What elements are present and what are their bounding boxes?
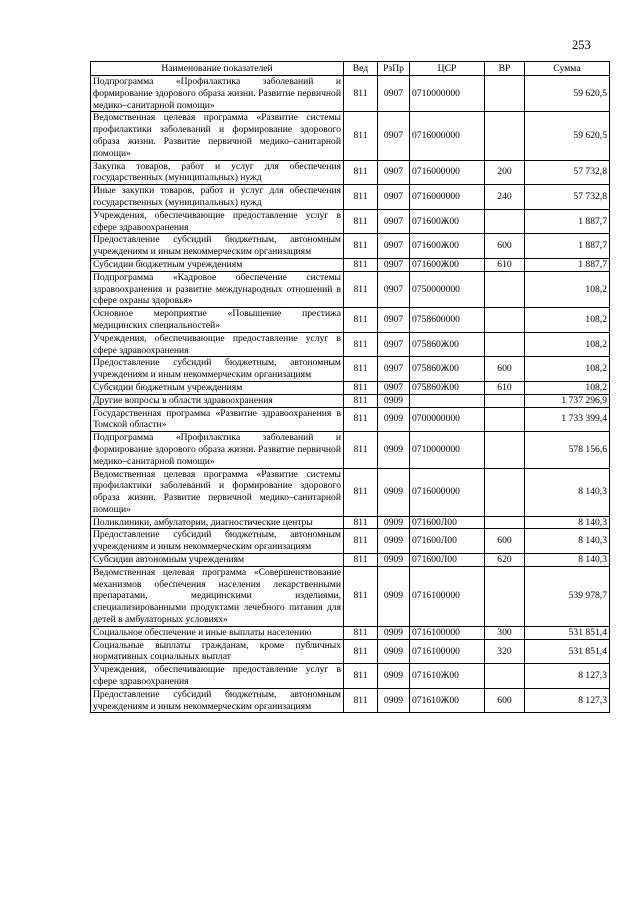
cell-sum: 1 733 399,4 bbox=[525, 407, 610, 432]
cell-name: Субсидии автономным учреждениям bbox=[91, 554, 344, 567]
cell-sum: 57 732,8 bbox=[525, 160, 610, 185]
cell-sum: 8 127,3 bbox=[525, 688, 610, 713]
cell-ved: 811 bbox=[344, 308, 378, 333]
cell-csr: 0710000000 bbox=[410, 432, 485, 468]
cell-vr: 240 bbox=[485, 185, 525, 210]
cell-vr bbox=[485, 516, 525, 529]
cell-vr: 600 bbox=[485, 357, 525, 382]
cell-name: Учреждения, обеспечивающие предоставление услуг в сфере здравоохранения bbox=[91, 332, 344, 357]
cell-rzpr: 0907 bbox=[378, 76, 410, 112]
cell-sum: 8 140,3 bbox=[525, 468, 610, 516]
cell-csr: 0700000000 bbox=[410, 407, 485, 432]
cell-csr: 071610Ж00 bbox=[410, 664, 485, 689]
table-row bbox=[91, 468, 610, 516]
cell-sum: 59 620,5 bbox=[525, 76, 610, 112]
cell-sum: 1 887,7 bbox=[525, 234, 610, 259]
cell-vr bbox=[485, 112, 525, 160]
cell-sum: 1 887,7 bbox=[525, 258, 610, 271]
cell-rzpr: 0909 bbox=[378, 516, 410, 529]
table-row bbox=[91, 112, 610, 160]
table-row bbox=[91, 308, 610, 333]
cell-vr bbox=[485, 271, 525, 307]
cell-name: Учреждения, обеспечивающие предоставление услуг в сфере здравоохранения bbox=[91, 664, 344, 689]
cell-vr bbox=[485, 209, 525, 234]
cell-ved: 811 bbox=[344, 76, 378, 112]
cell-name: Социальное обеспечение и иные выплаты населению bbox=[91, 626, 344, 639]
page-number: 253 bbox=[572, 38, 591, 52]
cell-csr: 0750000000 bbox=[410, 271, 485, 307]
cell-rzpr: 0907 bbox=[378, 185, 410, 210]
cell-vr bbox=[485, 76, 525, 112]
header-csr: ЦСР bbox=[410, 62, 485, 76]
cell-rzpr: 0909 bbox=[378, 688, 410, 713]
table-row bbox=[91, 639, 610, 664]
cell-vr bbox=[485, 332, 525, 357]
cell-vr: 600 bbox=[485, 234, 525, 259]
table-row bbox=[91, 357, 610, 382]
cell-vr bbox=[485, 432, 525, 468]
cell-ved: 811 bbox=[344, 566, 378, 626]
cell-ved: 811 bbox=[344, 626, 378, 639]
cell-name: Учреждения, обеспечивающие предоставление услуг в сфере здравоохранения bbox=[91, 209, 344, 234]
header-ved: Вед bbox=[344, 62, 378, 76]
header-rzpr: РзПр bbox=[378, 62, 410, 76]
cell-ved: 811 bbox=[344, 407, 378, 432]
cell-rzpr: 0909 bbox=[378, 566, 410, 626]
cell-sum: 1 737 296,9 bbox=[525, 394, 610, 407]
cell-ved: 811 bbox=[344, 112, 378, 160]
table-row bbox=[91, 407, 610, 432]
table-row bbox=[91, 381, 610, 394]
cell-vr: 600 bbox=[485, 688, 525, 713]
cell-csr: 0758600000 bbox=[410, 308, 485, 333]
table-row bbox=[91, 271, 610, 307]
cell-vr bbox=[485, 407, 525, 432]
cell-csr: 075860Ж00 bbox=[410, 381, 485, 394]
cell-csr: 0716000000 bbox=[410, 160, 485, 185]
cell-name: Государственная программа «Развитие здравоохранения в Томской области» bbox=[91, 407, 344, 432]
cell-ved: 811 bbox=[344, 468, 378, 516]
cell-rzpr: 0907 bbox=[378, 258, 410, 271]
cell-rzpr: 0909 bbox=[378, 626, 410, 639]
cell-ved: 811 bbox=[344, 639, 378, 664]
cell-csr: 071600Ж00 bbox=[410, 234, 485, 259]
table-row bbox=[91, 529, 610, 554]
cell-vr: 300 bbox=[485, 626, 525, 639]
cell-vr bbox=[485, 664, 525, 689]
table-row bbox=[91, 258, 610, 271]
cell-rzpr: 0909 bbox=[378, 639, 410, 664]
table-row bbox=[91, 76, 610, 112]
cell-name: Предоставление субсидий бюджетным, автономным учреждениям и иным некоммерческим организациям bbox=[91, 529, 344, 554]
cell-csr: 071600Л00 bbox=[410, 516, 485, 529]
cell-name: Ведомственная целевая программа «Развитие системы профилактики заболеваний и формирование здорового образа жизни. Развитие первичной медико–санитарной помощи» bbox=[91, 112, 344, 160]
cell-csr: 071600Л00 bbox=[410, 554, 485, 567]
table-row bbox=[91, 688, 610, 713]
cell-ved: 811 bbox=[344, 529, 378, 554]
cell-ved: 811 bbox=[344, 664, 378, 689]
cell-csr: 075860Ж00 bbox=[410, 332, 485, 357]
cell-sum: 108,2 bbox=[525, 381, 610, 394]
cell-sum: 59 620,5 bbox=[525, 112, 610, 160]
cell-vr: 620 bbox=[485, 554, 525, 567]
cell-name: Предоставление субсидий бюджетным, автономным учреждениям и иным некоммерческим организациям bbox=[91, 234, 344, 259]
cell-name: Иные закупки товаров, работ и услуг для обеспечения государственных (муниципальных) нужд bbox=[91, 185, 344, 210]
table-row bbox=[91, 432, 610, 468]
cell-vr: 320 bbox=[485, 639, 525, 664]
cell-sum: 108,2 bbox=[525, 271, 610, 307]
cell-name: Предоставление субсидий бюджетным, автономным учреждениям и иным некоммерческим организациям bbox=[91, 357, 344, 382]
cell-sum: 1 887,7 bbox=[525, 209, 610, 234]
cell-name: Другие вопросы в области здравоохранения bbox=[91, 394, 344, 407]
cell-ved: 811 bbox=[344, 258, 378, 271]
table-header-row bbox=[91, 62, 610, 76]
cell-csr: 071610Ж00 bbox=[410, 688, 485, 713]
cell-name: Поликлиники, амбулатории, диагностические центры bbox=[91, 516, 344, 529]
cell-name: Субсидии бюджетным учреждениям bbox=[91, 381, 344, 394]
table-row bbox=[91, 234, 610, 259]
cell-name: Подпрограмма «Профилактика заболеваний и формирование здорового образа жизни. Развитие первичной медико–санитарной помощи» bbox=[91, 76, 344, 112]
cell-ved: 811 bbox=[344, 516, 378, 529]
cell-sum: 108,2 bbox=[525, 308, 610, 333]
cell-csr: 0716100000 bbox=[410, 566, 485, 626]
table-body bbox=[91, 76, 610, 713]
cell-csr: 0716000000 bbox=[410, 112, 485, 160]
cell-csr: 0710000000 bbox=[410, 76, 485, 112]
cell-ved: 811 bbox=[344, 688, 378, 713]
cell-rzpr: 0907 bbox=[378, 234, 410, 259]
cell-name: Предоставление субсидий бюджетным, автономным учреждениям и иным некоммерческим организациям bbox=[91, 688, 344, 713]
cell-sum: 8 140,3 bbox=[525, 554, 610, 567]
cell-vr: 200 bbox=[485, 160, 525, 185]
cell-ved: 811 bbox=[344, 394, 378, 407]
table-row bbox=[91, 664, 610, 689]
cell-csr: 0716000000 bbox=[410, 468, 485, 516]
table-row bbox=[91, 185, 610, 210]
header-vr: ВР bbox=[485, 62, 525, 76]
cell-ved: 811 bbox=[344, 271, 378, 307]
cell-vr bbox=[485, 468, 525, 516]
cell-sum: 108,2 bbox=[525, 332, 610, 357]
cell-name: Субсидии бюджетным учреждениям bbox=[91, 258, 344, 271]
table-row bbox=[91, 566, 610, 626]
cell-csr: 0716100000 bbox=[410, 626, 485, 639]
table-row bbox=[91, 516, 610, 529]
cell-ved: 811 bbox=[344, 381, 378, 394]
cell-sum: 8 140,3 bbox=[525, 516, 610, 529]
table-row bbox=[91, 554, 610, 567]
cell-sum: 531 851,4 bbox=[525, 626, 610, 639]
cell-rzpr: 0907 bbox=[378, 271, 410, 307]
cell-rzpr: 0907 bbox=[378, 381, 410, 394]
table-row bbox=[91, 209, 610, 234]
table-row bbox=[91, 626, 610, 639]
cell-rzpr: 0907 bbox=[378, 112, 410, 160]
cell-csr bbox=[410, 394, 485, 407]
cell-name: Закупка товаров, работ и услуг для обеспечения государственных (муниципальных) нужд bbox=[91, 160, 344, 185]
cell-rzpr: 0909 bbox=[378, 554, 410, 567]
cell-vr bbox=[485, 394, 525, 407]
cell-vr bbox=[485, 566, 525, 626]
cell-csr: 0716000000 bbox=[410, 185, 485, 210]
header-name: Наименование показателей bbox=[91, 62, 344, 76]
cell-csr: 071600Ж00 bbox=[410, 258, 485, 271]
cell-sum: 539 978,7 bbox=[525, 566, 610, 626]
cell-ved: 811 bbox=[344, 554, 378, 567]
cell-name: Ведомственная целевая программа «Совершенствование механизмов обеспечения населения лекарственными препаратами, медицинскими изделиями, специализированными продуктами лечебного питания для детей в амбулаторных условиях» bbox=[91, 566, 344, 626]
cell-sum: 108,2 bbox=[525, 357, 610, 382]
cell-vr bbox=[485, 308, 525, 333]
cell-name: Основное мероприятие «Повышение престижа медицинских специальностей» bbox=[91, 308, 344, 333]
cell-vr: 600 bbox=[485, 529, 525, 554]
cell-csr: 071600Л00 bbox=[410, 529, 485, 554]
cell-rzpr: 0907 bbox=[378, 332, 410, 357]
cell-name: Социальные выплаты гражданам, кроме публичных нормативных социальных выплат bbox=[91, 639, 344, 664]
cell-ved: 811 bbox=[344, 185, 378, 210]
cell-sum: 578 156,6 bbox=[525, 432, 610, 468]
cell-csr: 0716100000 bbox=[410, 639, 485, 664]
cell-vr: 610 bbox=[485, 381, 525, 394]
table-row bbox=[91, 332, 610, 357]
budget-table bbox=[90, 61, 610, 713]
cell-rzpr: 0909 bbox=[378, 394, 410, 407]
cell-name: Подпрограмма «Кадровое обеспечение системы здравоохранения и развитие международных отношений в сфере охраны здоровья» bbox=[91, 271, 344, 307]
cell-rzpr: 0909 bbox=[378, 407, 410, 432]
cell-rzpr: 0909 bbox=[378, 432, 410, 468]
table-row bbox=[91, 394, 610, 407]
cell-sum: 8 140,3 bbox=[525, 529, 610, 554]
cell-ved: 811 bbox=[344, 160, 378, 185]
cell-rzpr: 0907 bbox=[378, 357, 410, 382]
cell-sum: 8 127,3 bbox=[525, 664, 610, 689]
cell-csr: 071600Ж00 bbox=[410, 209, 485, 234]
cell-csr: 075860Ж00 bbox=[410, 357, 485, 382]
cell-rzpr: 0909 bbox=[378, 529, 410, 554]
cell-sum: 57 732,8 bbox=[525, 185, 610, 210]
cell-rzpr: 0907 bbox=[378, 160, 410, 185]
cell-rzpr: 0907 bbox=[378, 308, 410, 333]
cell-vr: 610 bbox=[485, 258, 525, 271]
cell-rzpr: 0909 bbox=[378, 664, 410, 689]
cell-ved: 811 bbox=[344, 234, 378, 259]
cell-rzpr: 0907 bbox=[378, 209, 410, 234]
cell-ved: 811 bbox=[344, 209, 378, 234]
cell-ved: 811 bbox=[344, 432, 378, 468]
cell-ved: 811 bbox=[344, 332, 378, 357]
cell-sum: 531 851,4 bbox=[525, 639, 610, 664]
cell-rzpr: 0909 bbox=[378, 468, 410, 516]
cell-name: Ведомственная целевая программа «Развитие системы профилактики заболеваний и формирование здорового образа жизни. Развитие первичной медико–санитарной помощи» bbox=[91, 468, 344, 516]
table-row bbox=[91, 160, 610, 185]
cell-name: Подпрограмма «Профилактика заболеваний и формирование здорового образа жизни. Развитие первичной медико–санитарной помощи» bbox=[91, 432, 344, 468]
header-sum: Сумма bbox=[525, 62, 610, 76]
cell-ved: 811 bbox=[344, 357, 378, 382]
